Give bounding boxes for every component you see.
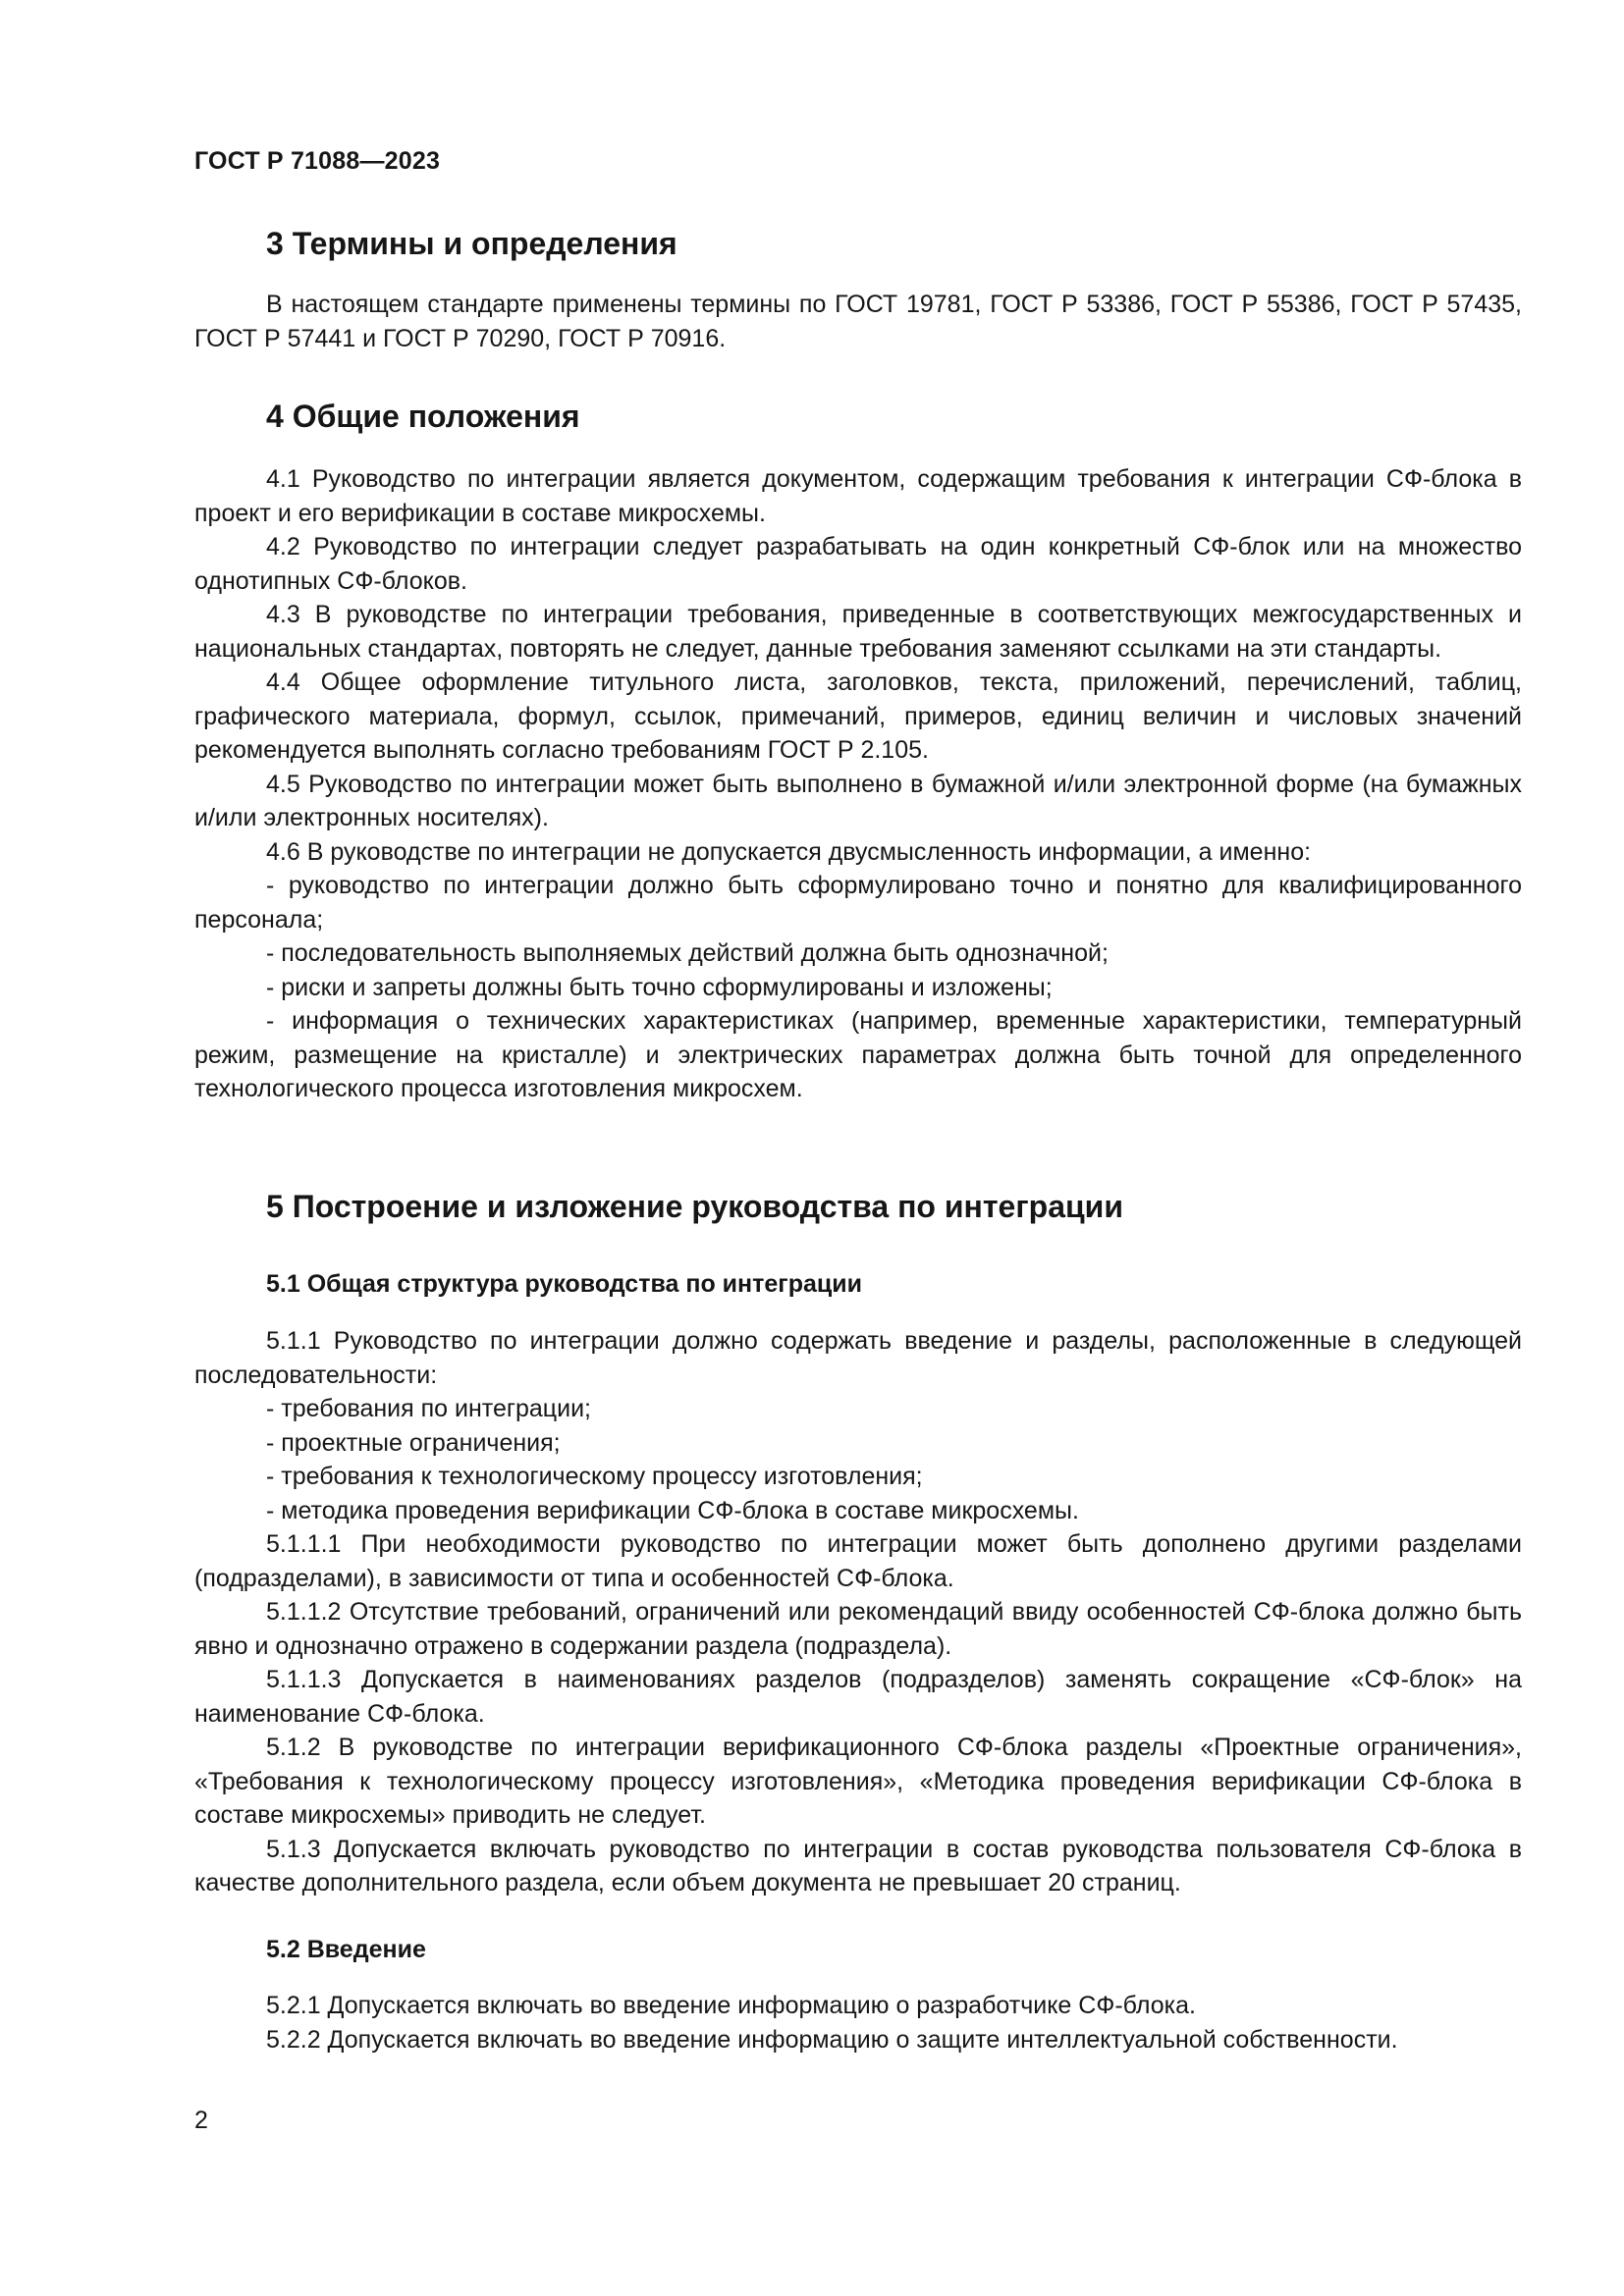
paragraph-4-6: 4.6 В руководстве по интеграции не допускается двусмысленность информации, а именно: <box>266 837 1312 866</box>
paragraph-3: В настоящем стандарте применены термины по ГОСТ 19781, ГОСТ Р 53386, ГОСТ Р 55386, ГОСТ Р 57435, ГОСТ Р 57441 и ГОСТ Р 70290, ГОСТ Р 70916. <box>194 291 1522 352</box>
list-item: - информация о технических характеристиках (например, временные характеристики, температурный режим, размещение на кристалле) и электрических параметрах должна быть точной для определенного технологического процесса изготовления микросхем. <box>194 1007 1522 1102</box>
paragraph-5-1-1-2: 5.1.1.2 Отсутствие требований, ограничений или рекомендаций ввиду особенностей СФ-блока должно быть явно и однозначно отражено в содержании раздела (подраздела). <box>194 1598 1522 1660</box>
paragraph-4-5: 4.5 Руководство по интеграции может быть выполнено в бумажной и/или электронной форме (на бумажных и/или электронных носителях). <box>194 770 1522 831</box>
paragraph-5-1-2: 5.1.2 В руководстве по интеграции верификационного СФ-блока разделы «Проектные ограничения», «Требования к технологическому процессу изготовления», «Методика проведения верификации СФ-блока в составе микросхемы» приводить не следует. <box>194 1734 1522 1829</box>
section-4-title: 4 Общие положения <box>266 399 580 434</box>
subsection-5-1-title: 5.1 Общая структура руководства по интеграции <box>266 1270 862 1298</box>
paragraph-5-1-1-1: 5.1.1.1 При необходимости руководство по интеграции может быть дополнено другими разделами (подразделами), в зависимости от типа и особенностей СФ-блока. <box>194 1530 1522 1592</box>
list-item: - проектные ограничения; <box>266 1428 561 1457</box>
paragraph-4-2: 4.2 Руководство по интеграции следует разрабатывать на один конкретный СФ-блок или на множество однотипных СФ-блоков. <box>194 533 1522 595</box>
list-item: - методика проведения верификации СФ-блока в составе микросхемы. <box>266 1496 1079 1524</box>
paragraph-5-1-1: 5.1.1 Руководство по интеграции должно содержать введение и разделы, расположенные в следующей последовательности: <box>194 1327 1522 1389</box>
list-item: - руководство по интеграции должно быть сформулировано точно и понятно для квалифицированного персонала; <box>194 872 1522 934</box>
paragraph-4-1: 4.1 Руководство по интеграции является документом, содержащим требования к интеграции СФ-блока в проект и его верификации в составе микросхемы. <box>194 465 1522 527</box>
subsection-5-2-title: 5.2 Введение <box>266 1936 426 1963</box>
section-5-title: 5 Построение и изложение руководства по интеграции <box>266 1189 1124 1224</box>
subsection-5-1-body <box>194 1324 1522 1900</box>
section-3-title: 3 Термины и определения <box>266 226 677 261</box>
list-item: - требования по интеграции; <box>266 1395 591 1422</box>
list-item: - последовательность выполняемых действий должна быть однозначной; <box>266 939 1109 967</box>
paragraph-5-2-1: 5.2.1 Допускается включать во введение информацию о разработчике СФ-блока. <box>266 1992 1196 2019</box>
paragraph-5-1-3: 5.1.3 Допускается включать руководство по интеграции в состав руководства пользователя СФ-блока в качестве дополнительного раздела, если объем документа не превышает 20 страниц. <box>194 1835 1522 1896</box>
section-3-body <box>194 288 1522 355</box>
list-item: - риски и запреты должны быть точно сформулированы и изложены; <box>266 973 1053 1001</box>
document-id: ГОСТ Р 71088—2023 <box>194 147 441 175</box>
paragraph-4-4: 4.4 Общее оформление титульного листа, заголовков, текста, приложений, перечислений, таблиц, графического материала, формул, ссылок, примечаний, примеров, единиц величин и числовых значений рекомендуется выполнять согласно требованиям ГОСТ Р 2.105. <box>194 668 1522 764</box>
paragraph-4-3: 4.3 В руководстве по интеграции требования, приведенные в соответствующих межгосударственных и национальных стандартах, повторять не следует, данные требования заменяют ссылками на эти стандарты. <box>194 601 1522 663</box>
section-4-body <box>194 462 1522 1106</box>
subsection-5-2-body <box>194 1989 1522 2056</box>
page-number: 2 <box>194 2107 208 2134</box>
paragraph-5-1-1-3: 5.1.1.3 Допускается в наименованиях разделов (подразделов) заменять сокращение «СФ-блок» на наименование СФ-блока. <box>194 1666 1522 1728</box>
list-item: - требования к технологическому процессу изготовления; <box>266 1463 923 1490</box>
paragraph-5-2-2: 5.2.2 Допускается включать во введение информацию о защите интеллектуальной собственности. <box>266 2025 1398 2054</box>
